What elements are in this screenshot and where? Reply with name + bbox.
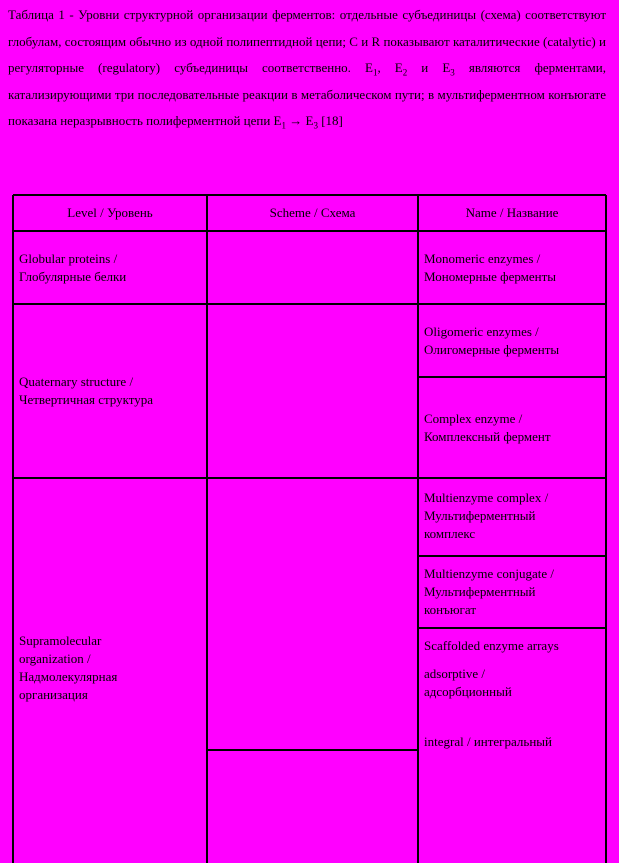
name-multienzyme-conjugate-line-2: Мультиферментный <box>424 584 536 599</box>
caption-sub-1: 1 <box>372 67 378 78</box>
name-scaffolded-adsorptive-line-1: adsorptive / <box>424 666 486 681</box>
name-multienzyme-conjugate-line-1: Multienzyme conjugate / <box>424 566 554 581</box>
header-scheme <box>207 195 418 231</box>
name-scaffolded <box>418 628 606 863</box>
name-scaffolded-integral: integral / интегральный <box>424 734 552 749</box>
name-oligomeric-line-2: Олигомерные ферменты <box>424 341 560 357</box>
level-supramolecular-line-1: Supramolecular <box>19 633 102 648</box>
caption-text-4: являются ферментами, катализирующими три последовательные реакции в метаболическом пути; в мультиферментном конъюгате показана неразрывность полиферментной цепи E <box>8 60 606 128</box>
caption-text-1: Таблица 1 - Уровни структурной организации ферментов: отдельные субъединицы (схема) соответствуют глобулам, состоящим обычно из одной полипептидной цепи; C и R показывают каталитические (catalytic) и регуляторные (regulatory) субъединицы соответственно. E <box>8 7 606 75</box>
name-oligomeric-line-1: Oligomeric enzymes / <box>424 323 539 339</box>
name-complex-line-2: Комплексный фермент <box>424 428 551 444</box>
caption-sub-4: 1 <box>281 120 287 131</box>
name-multienzyme-complex <box>418 478 606 556</box>
caption-sub-3: 3 <box>450 67 455 78</box>
caption-text-3: и E <box>407 60 451 75</box>
name-complex-line-1: Complex enzyme / <box>424 410 523 426</box>
header-level <box>13 195 207 231</box>
caption-sub-2: 2 <box>402 67 408 78</box>
level-globular-line-2: Глобулярные белки <box>19 268 127 284</box>
name-monomeric-line-2: Мономерные ферменты <box>424 268 557 284</box>
header-scheme-label: Scheme / Схема <box>269 205 356 220</box>
name-monomeric <box>418 231 606 304</box>
caption-text-6: [18] <box>317 113 343 128</box>
level-supramolecular <box>13 478 207 863</box>
caption-text-2: , E <box>377 60 403 75</box>
level-globular <box>13 231 207 304</box>
header-level-label: Level / Уровень <box>67 205 153 220</box>
level-supramolecular-line-4: организация <box>19 687 88 702</box>
level-quaternary <box>13 304 207 478</box>
header-name <box>418 195 606 231</box>
level-supramolecular-line-2: organization / <box>19 651 91 666</box>
name-multienzyme-complex-line-3: комплекс <box>424 526 476 541</box>
level-supramolecular-line-3: Надмолекулярная <box>19 669 118 684</box>
level-quaternary-line-1: Quaternary structure / <box>19 374 134 389</box>
name-multienzyme-complex-line-2: Мультиферментный <box>424 508 536 523</box>
name-monomeric-line-1: Monomeric enzymes / <box>424 250 541 266</box>
name-scaffolded-adsorptive-line-2: адсорбционный <box>424 684 512 699</box>
name-multienzyme-conjugate-line-3: конъюгат <box>424 602 476 617</box>
level-globular-line-1: Globular proteins / <box>19 250 118 266</box>
name-multienzyme-complex-line-1: Multienzyme complex / <box>424 490 549 505</box>
header-name-label: Name / Название <box>465 205 559 220</box>
name-multienzyme-conjugate <box>418 556 606 628</box>
name-scaffolded-title: Scaffolded enzyme arrays <box>424 638 559 653</box>
level-quaternary-line-2: Четвертичная структура <box>19 392 154 407</box>
caption-text-5: → E <box>286 113 314 128</box>
name-complex <box>418 377 606 478</box>
caption-sub-5: 3 <box>313 120 318 131</box>
name-oligomeric <box>418 304 606 377</box>
